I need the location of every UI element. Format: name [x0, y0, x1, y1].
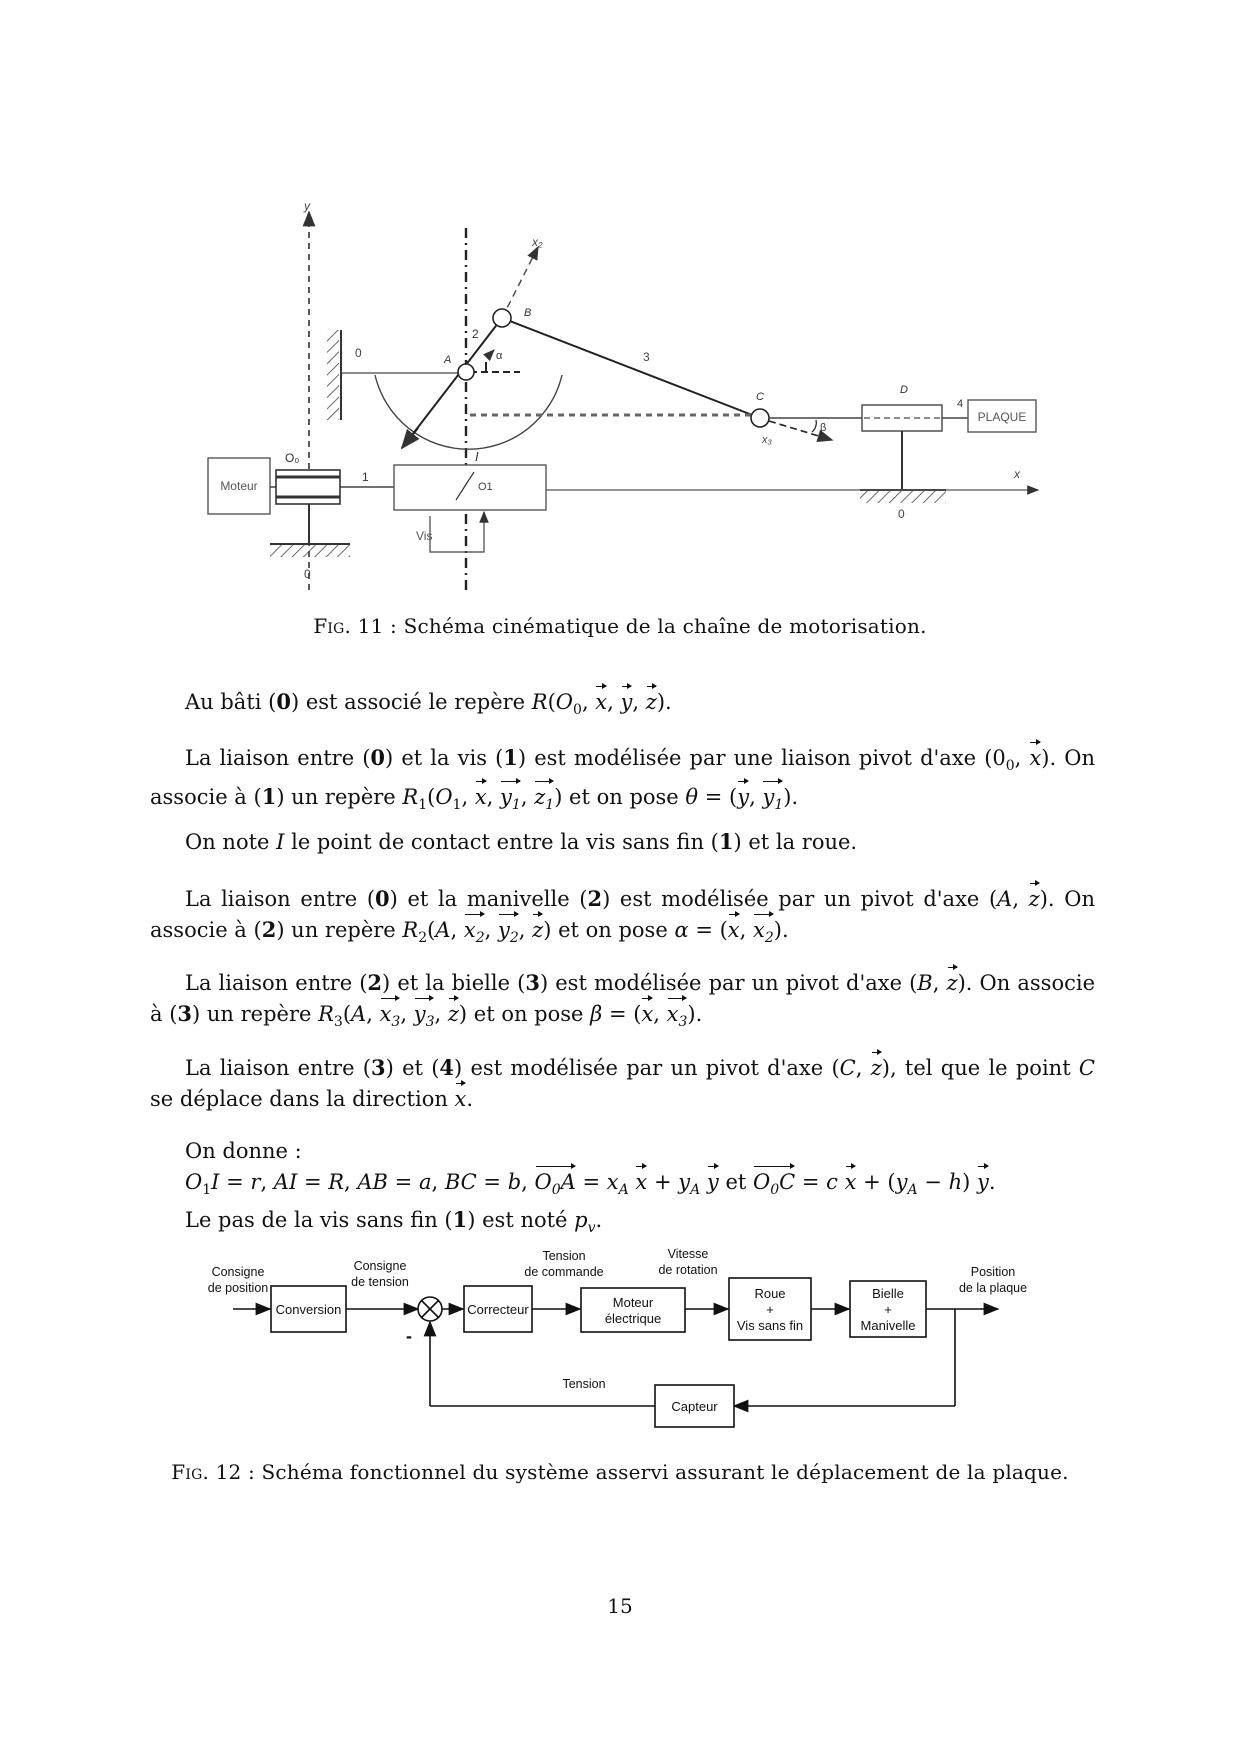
- label-0-right: 0: [898, 507, 905, 521]
- signal-tension-commande-2: de commande: [524, 1265, 604, 1279]
- ground-left-hatch: [270, 545, 350, 557]
- paragraph-7-intro: On donne :: [185, 1139, 302, 1163]
- block-roue-label-1: Roue: [754, 1286, 786, 1301]
- beta-arc: [812, 420, 816, 432]
- label-B: B: [524, 307, 532, 319]
- figure-11-prefix: Fig. 11 :: [313, 614, 397, 638]
- signal-consigne-position-2: de position: [207, 1281, 269, 1295]
- paragraph-2: La liaison entre (0) et la vis (1) est modélisée par une liaison pivot d'axe ($0_0$, x). On associe à (1) un repère $R_1(O_1$, x, $y_1$, $z_1$) et on pose θ = (y, $y_1$).: [150, 742, 1095, 820]
- alpha-label: α: [496, 350, 503, 362]
- label-0-left: 0: [304, 567, 311, 581]
- wall-label-0: 0: [355, 346, 362, 360]
- x2-label: x₂: [532, 235, 543, 249]
- block-bielle-label-3: Manivelle: [860, 1318, 916, 1333]
- figure-11-caption: [0, 614, 1240, 638]
- beta-label: β: [820, 422, 827, 434]
- signal-tension-retour: Tension: [562, 1377, 606, 1391]
- signal-position-plaque-1: Position: [970, 1265, 1016, 1279]
- pivot-B: [493, 309, 511, 327]
- paragraph-5: La liaison entre (2) et la bielle (3) est modélisée par un pivot d'axe (B, z). On associe à (3) un repère $R_3(A$, $x_3$, $y_3$, z) et on pose β = (x, $x_3$).: [150, 967, 1095, 1037]
- figure-12-caption-text: Schéma fonctionnel du système asservi assurant le déplacement de la plaque.: [261, 1460, 1069, 1484]
- paragraph-3: On note I le point de contact entre la vis sans fin (1) et la roue.: [185, 829, 858, 854]
- rod-3: [502, 318, 760, 418]
- label-I: I: [475, 449, 479, 464]
- minus-sign: -: [406, 1326, 412, 1346]
- signal-tension-commande-1: Tension: [542, 1249, 586, 1263]
- label-4: 4: [957, 398, 964, 410]
- signal-vitesse-rotation-1: Vitesse: [667, 1247, 709, 1261]
- ground-right-hatch: [860, 491, 946, 503]
- crank-tip: [402, 428, 418, 448]
- plate-label: PLAQUE: [977, 410, 1027, 424]
- paragraph-7: On donne : $O_1I = r$, AI = R, AB = a, BC = b, $O_0A = x_A$ $x + y_A$ y et $O_0C = c$ $x + (y_A - h)$ y. Le pas de la vis sans fin (1) est noté $p_v$.: [185, 1139, 996, 1237]
- x2-axis: [502, 247, 538, 318]
- vis-label: Vis: [416, 529, 433, 543]
- signal-consigne-position-1: Consigne: [211, 1265, 265, 1279]
- figure-12-caption: [0, 1460, 1240, 1484]
- label-O0: O₀: [285, 451, 300, 465]
- wheel-arc: [375, 375, 562, 449]
- pivot-C: [751, 409, 769, 427]
- summing-junction: [418, 1297, 442, 1321]
- pivot-A: [458, 364, 474, 380]
- x-axis-label: x: [1014, 467, 1020, 481]
- block-capteur-label: Capteur: [671, 1399, 718, 1414]
- label-2: 2: [472, 327, 479, 341]
- screw-body: [394, 465, 546, 510]
- signal-consigne-tension-2: de tension: [351, 1275, 409, 1289]
- vis-bracket: [430, 512, 484, 552]
- alpha-arc: [490, 350, 494, 360]
- label-C: C: [756, 391, 764, 403]
- kinematic-diagram: [0, 0, 1240, 620]
- block-correcteur-label: Correcteur: [467, 1302, 529, 1317]
- signal-consigne-tension-1: Consigne: [353, 1259, 407, 1273]
- wall-hatch: [327, 330, 339, 420]
- label-A: A: [444, 354, 452, 366]
- figure-12-prefix: Fig. 12 :: [171, 1460, 255, 1484]
- signal-position-plaque-2: de la plaque: [958, 1281, 1028, 1295]
- signal-vitesse-rotation-2: de rotation: [658, 1263, 718, 1277]
- block-bielle-label-1: Bielle: [872, 1286, 904, 1301]
- label-D: D: [900, 384, 908, 396]
- block-moteur-label-2: électrique: [604, 1311, 662, 1326]
- y-axis-label: y: [304, 199, 310, 213]
- x3-label: x₃: [762, 434, 772, 446]
- figure-11-caption-text: Schéma cinématique de la chaîne de motorisation.: [403, 614, 927, 638]
- bearing-O1: [276, 470, 340, 504]
- block-roue-label-2: +: [766, 1302, 774, 1317]
- block-diagram: [0, 1240, 1240, 1460]
- block-bielle-label-2: +: [884, 1302, 892, 1317]
- label-1: 1: [362, 470, 369, 484]
- label-O1: O1: [478, 481, 493, 493]
- label-3: 3: [643, 350, 650, 364]
- block-roue-label-3: Vis sans fin: [736, 1318, 804, 1333]
- page-number: 15: [607, 1594, 633, 1618]
- motor-label: Moteur: [220, 479, 258, 493]
- block-conversion-label: Conversion: [275, 1302, 342, 1317]
- paragraph-6: La liaison entre (3) et (4) est modélisée par un pivot d'axe (C, z), tel que le point C se déplace dans la direction x.: [150, 1052, 1095, 1114]
- paragraph-4: La liaison entre (0) et la manivelle (2) est modélisée par un pivot d'axe (A, z). On associe à (2) un repère $R_2(A$, $x_2$, $y_2$, z) et on pose α = (x, $x_2$).: [150, 883, 1095, 953]
- paragraph-1: Au bâti (0) est associé le repère $R(O_0$, x, y, z).: [150, 686, 1095, 725]
- block-moteur-label-1: Moteur: [612, 1295, 654, 1310]
